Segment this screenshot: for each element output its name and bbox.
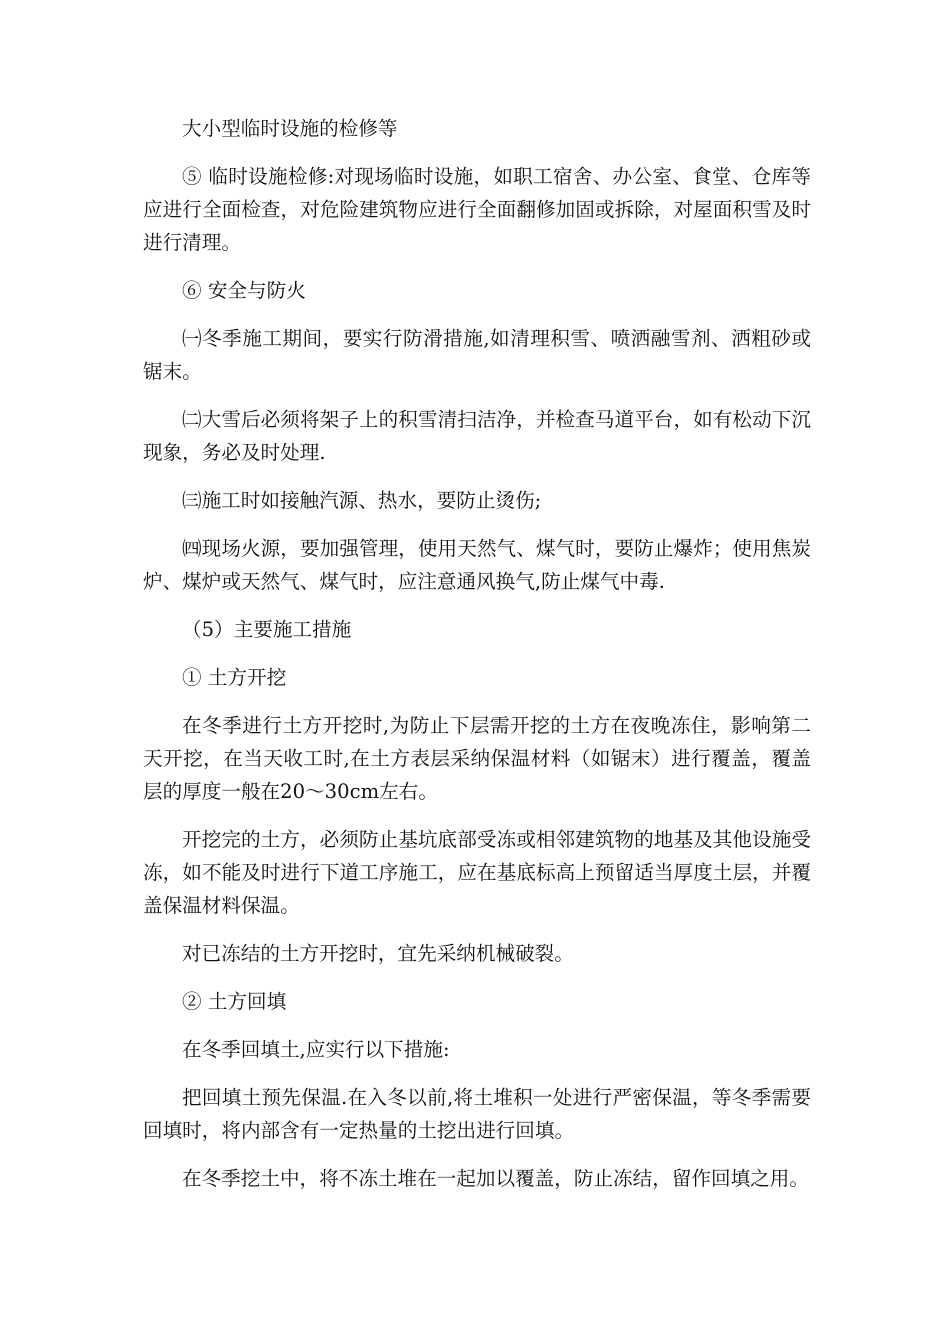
paragraph-snow-clearing: ㈡大雪后必须将架子上的积雪清扫洁净，并检查马道平台，如有松动下沉现象，务必及时处理.	[143, 408, 811, 464]
paragraph-foundation-frost-protection: 开挖完的土方，必须防止基坑底部受冻或相邻建筑物的地基及其他设施受冻，如不能及时进行下道工序施工，应在基底标高上预留适当厚度土层，并覆盖保温材料保温。	[143, 828, 811, 917]
paragraph-anti-slip-measures: ㈠冬季施工期间，要实行防滑措施,如清理积雪、喷洒融雪剂、洒粗砂或锯末。	[143, 327, 811, 383]
document-body	[143, 112, 811, 1210]
paragraph-backfill-measures-intro: 在冬季回填土,应实行以下措施:	[182, 1038, 450, 1061]
paragraph-unfrozen-soil-storage: 在冬季挖土中，将不冻土堆在一起加以覆盖，防止冻结，留作回填之用。	[182, 1167, 809, 1190]
heading-earth-backfill: ② 土方回填	[182, 990, 287, 1013]
heading-safety-fire-prevention: ⑥ 安全与防火	[182, 279, 306, 302]
paragraph-backfill-preheating: 把回填土预先保温.在入冬以前,将土堆积一处进行严密保温，等冬季需要回填时，将内部含有一定热量的土挖出进行回填。	[143, 1086, 811, 1142]
paragraph-facility-maintenance-tail: 大小型临时设施的检修等	[182, 117, 398, 140]
paragraph-frozen-soil-excavation: 对已冻结的土方开挖时，宜先采纳机械破裂。	[182, 942, 574, 965]
paragraph-scald-prevention: ㈢施工时如接触汽源、热水，要防止烫伤;	[182, 489, 542, 512]
paragraph-temporary-facility-inspection: ⑤ 临时设施检修:对现场临时设施，如职工宿舍、办公室、食堂、仓库等应进行全面检查，对危险建筑物应进行全面翻修加固或拆除，对屋面积雪及时进行清理。	[143, 165, 811, 254]
heading-main-construction-measures: （5）主要施工措施	[182, 618, 352, 641]
heading-earth-excavation: ① 土方开挖	[182, 666, 287, 689]
paragraph-excavation-insulation: 在冬季进行土方开挖时,为防止下层需开挖的土方在夜晚冻住，影响第二天开挖，在当天收工时,在土方表层采纳保温材料（如锯末）进行覆盖，覆盖层的厚度一般在20～30cm左右。	[143, 714, 811, 803]
paragraph-fire-source-management: ㈣现场火源，要加强管理，使用天然气、煤气时，要防止爆炸；使用焦炭炉、煤炉或天然气、煤气时，应注意通风换气,防止煤气中毒.	[143, 537, 811, 593]
